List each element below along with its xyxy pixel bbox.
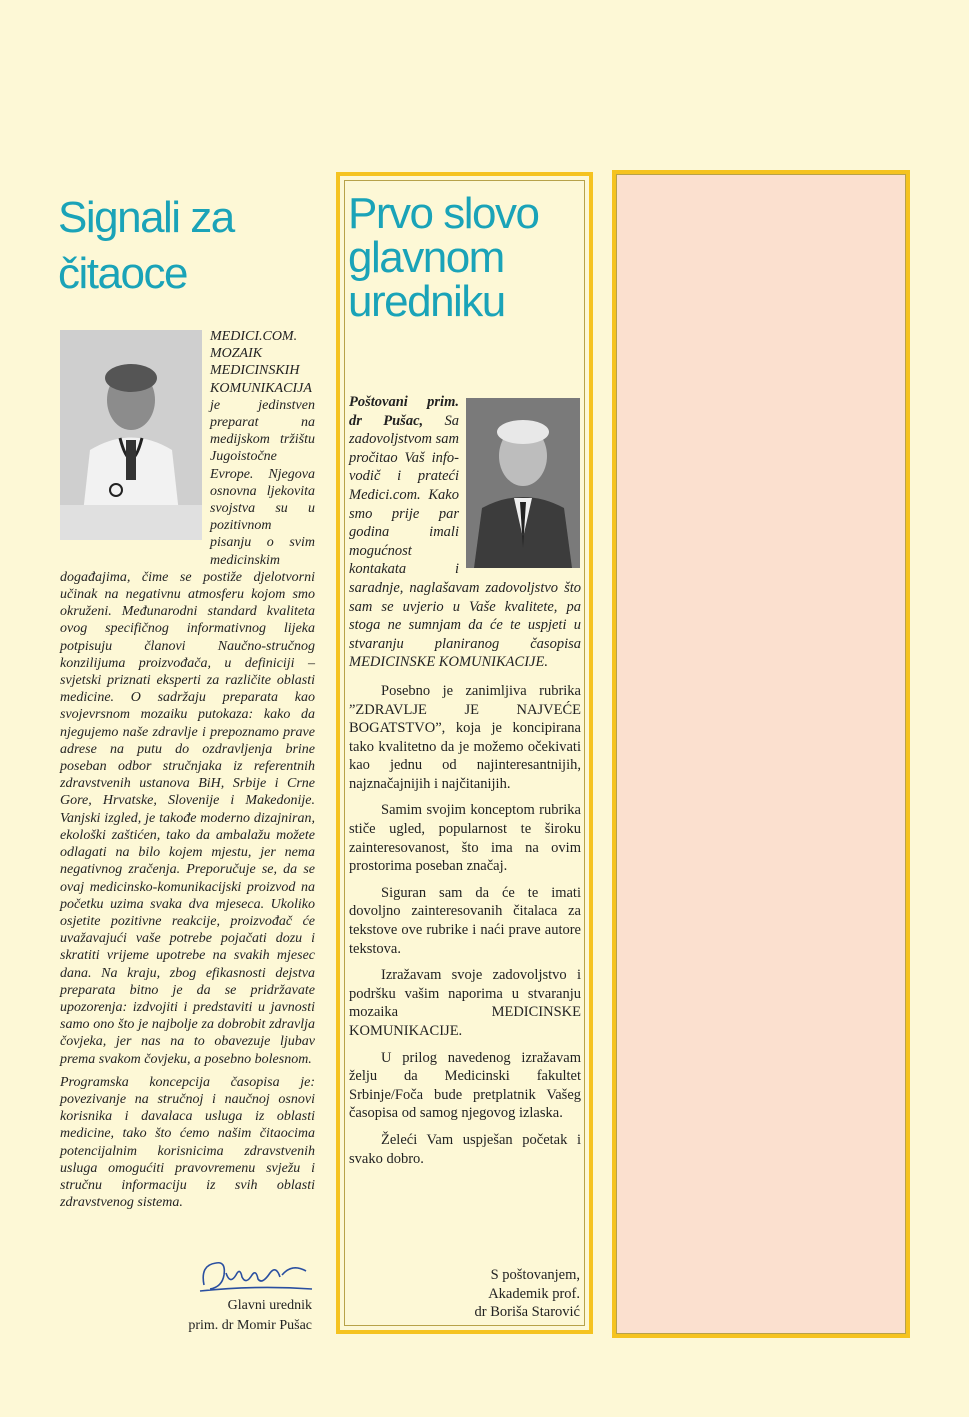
signali-signature-block	[130, 1296, 312, 1336]
letter-paragraph-5: U prilog navedenog izražavam želju da Medicinski fakultet Srbinje/Foča bude pretplatnik Vašeg časopisa od samog njegovog izlaska.	[349, 1049, 581, 1122]
signature-pusac	[196, 1255, 316, 1295]
letter-paragraph-6: Želeći Vam uspješan početak i svako dobro.	[349, 1131, 581, 1167]
letter-closing-2: Akademik prof.	[488, 1285, 580, 1302]
letter-paragraph-1: Posebno je zanimljiva rubrika ”ZDRAVLJE JE NAJVEĆE BOGATSTVO”, koja je koncipirana tako kvalitetno da je možemo očekivati kao jednu od najinteresantnijih, najznačajnijih i najčitanijih.	[349, 682, 581, 792]
signature-name: prim. dr Momir Pušac	[188, 1318, 312, 1333]
letter-signature-block	[420, 1266, 580, 1322]
signature-role: Glavni urednik	[227, 1298, 312, 1313]
prvo-slovo-title: Prvo slovo glavnom uredniku	[348, 189, 539, 326]
signali-paragraph-1: MEDICI.COM. MOZAIK MEDICINSKIH KOMUNIKACIJA je jedinstven preparat na medijskom tržištu Jugoistočne Evrope. Njegova osnovna ljekovita svojstva su u pozitivnom pisanju o svim medicinskim događajima, čime se postiže djelotvorni učinak na negativnu atmosferu kojom smo okruženi. Međunarodni standard kvaliteta ovog specifičnog informativnog lijeka potpisuju članovi Naučno-stručnog konzilijuma proizvođača, u definiciji – svjetski priznati eksperti za različite oblasti medicine. O sadržaju preparata kao svojevrsnom mozaiku putokaza: kako da njegujemo naše zdravlje i prepoznamo prave adrese na putu do ozdravljenja brine poseban odbor stručnjaka iz referentnih zdravstvenih ustanova BiH, Srbije i Crne Gore, Hrvatske, Slovenije i Makedonije. Vanjski izgled, je takođe moderno dizajniran, ekološki zaštićen, tako da ambalažu možete odlagati na bilo kojem mjestu, jer nema negativnog zračenja. Preporučuje se, da se ovaj medicinsko-komunikacijski proizvod na početku uzima svaka dva mjeseca. Ukoliko osjetite pozitivne reakcije, proizvođač će uvažavajući vaše potrebe pojačati dozu i skratiti vrijeme upotrebe na svakih mjesec dana. Na kraju, zbog efikasnosti dejstva preparata bitno je da se pridržavate upozorenja: izdvojiti i predstaviti u javnosti samo ono što je najbolje za dobrobit zdravlja čovjeka, jer nas na to obavezuje ljubav prema svakom čovjeku, a posebno bolesnom.	[60, 329, 315, 1067]
photo-spacer-2	[463, 393, 581, 569]
signali-text	[60, 328, 315, 1217]
photo-spacer	[60, 328, 210, 554]
empty-panel	[612, 170, 910, 1338]
signali-title: Signali za čitaoce	[58, 193, 234, 298]
letter-paragraph-4: Izražavam svoje zadovoljstvo i podršku vašim naporima u stvaranju mozaika MEDICINSKE KOMUNIKACIJE.	[349, 967, 581, 1039]
letter-closing-1: S poštovanjem,	[490, 1267, 580, 1283]
empty-panel-inner	[616, 174, 906, 1334]
prvo-slovo-text	[349, 393, 581, 1168]
signali-paragraph-2: Programska koncepcija časopisa je: povezivanje na stručnoj i naučnoj osnovi korisnika i davalaca usluga iz oblasti medicine, tako što ćemo našim čitaocima potencijalnim korisnicima zdravstvenih usluga omogućiti pravovremenu svježu i stručnu informaciju iz svih oblasti zdravstvenog sistema.	[60, 1074, 315, 1211]
signali-column	[58, 190, 313, 302]
letter-intro-text: Sa zadovoljstvom sam pročitao Vaš info-vodič i prateći Medici.com. Kako smo prije par godina imali mogućnost kontakata i saradnje, naglašavam zadovoljstvo što sam se uvjerio u Vaše kvalitete, pa stoga ne sumnjam da će te uspjeti u stvaranju planiranog časopisa MEDICINSKE KOMUNIKACIJE.	[349, 412, 581, 671]
letter-greeting: Poštovani prim. dr Pušac,	[349, 394, 459, 429]
letter-paragraph-3: Siguran sam da će te imati dovoljno zainteresovanih čitalaca za tekstove ove rubrike i naći prave autore tekstova.	[349, 884, 581, 957]
letter-closing-3: dr Boriša Starović	[474, 1304, 580, 1321]
letter-paragraph-2: Samim svojim konceptom rubrika stiče ugled, popularnost te široku zainteresovanost, što ima na ovim prostorima poseban značaj.	[349, 802, 581, 875]
